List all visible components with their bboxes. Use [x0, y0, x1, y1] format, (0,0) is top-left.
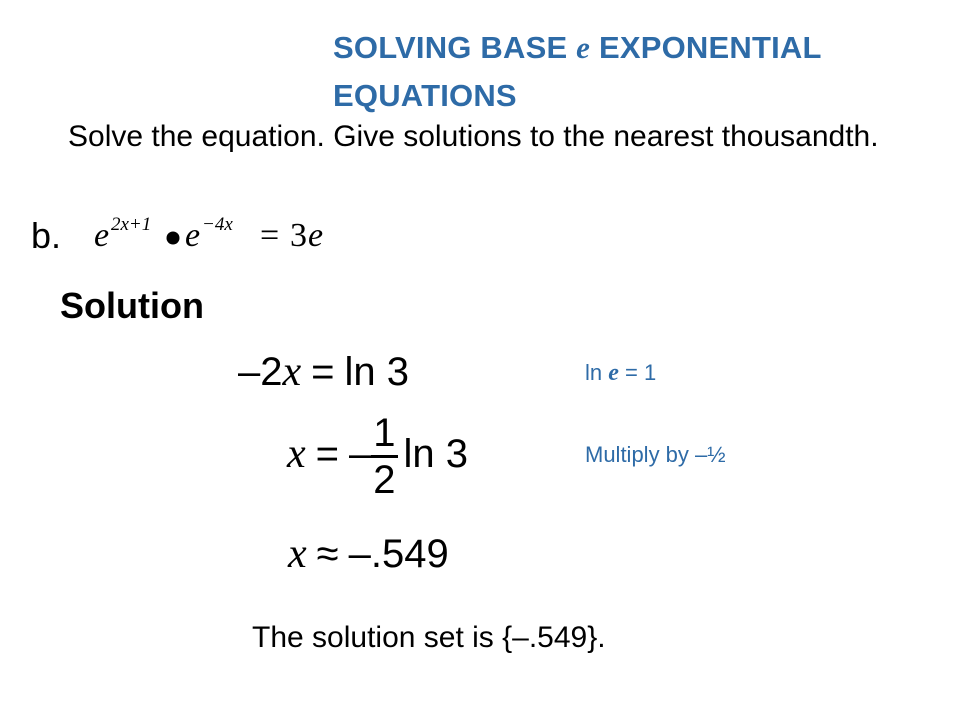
step2-right-side: ln 3 [403, 432, 469, 477]
title-text-start: SOLVING BASE [333, 30, 577, 65]
note1-text-end: = 1 [618, 360, 657, 385]
step2-operator: = [315, 432, 340, 477]
title-line-2: EQUATIONS [333, 78, 517, 113]
problem-exponent-2: −4x [202, 214, 233, 235]
solution-step-1 [238, 348, 409, 396]
title-text-end: EXPONENTIAL [590, 30, 822, 65]
step1-operator: = [311, 350, 335, 394]
slide-title [333, 24, 953, 120]
note-ln-e [585, 359, 656, 387]
problem-exponent-1: 2x+1 [111, 214, 152, 235]
solution-heading: Solution [60, 285, 204, 326]
step1-right-side: ln 3 [344, 350, 410, 394]
problem-rhs-coefficient: 3 [290, 217, 307, 254]
instruction-text: Solve the equation. Give solutions to the nearest thousandth. [68, 120, 879, 153]
problem-rhs-e: e [308, 217, 324, 254]
problem-base-e-2: e [185, 217, 201, 254]
step3-right-side: –.549 [348, 532, 449, 576]
note1-text-start: ln [585, 360, 609, 385]
title-symbol-e: e [576, 30, 591, 65]
problem-label: b. [31, 215, 62, 256]
step2-sign: – [349, 432, 372, 477]
step3-operator: ≈ [316, 532, 339, 576]
step2-variable: x [287, 431, 306, 478]
problem-base-e-1: e [94, 217, 110, 254]
step2-fraction [371, 413, 397, 500]
solution-step-3 [288, 530, 449, 578]
problem-equals: = [260, 217, 280, 254]
conclusion-text: The solution set is {–.549}. [252, 621, 606, 654]
step1-variable: x [282, 349, 302, 395]
step2-numerator: 1 [373, 411, 396, 455]
step2-denominator: 2 [373, 458, 396, 502]
step1-coefficient: –2 [238, 350, 283, 394]
multiplication-dot [167, 232, 180, 245]
note-multiply: Multiply by –½ [585, 442, 726, 467]
problem-equation [90, 208, 350, 258]
solution-step-2 [287, 413, 468, 500]
note1-symbol-e: e [608, 360, 619, 386]
step3-variable: x [288, 531, 307, 577]
